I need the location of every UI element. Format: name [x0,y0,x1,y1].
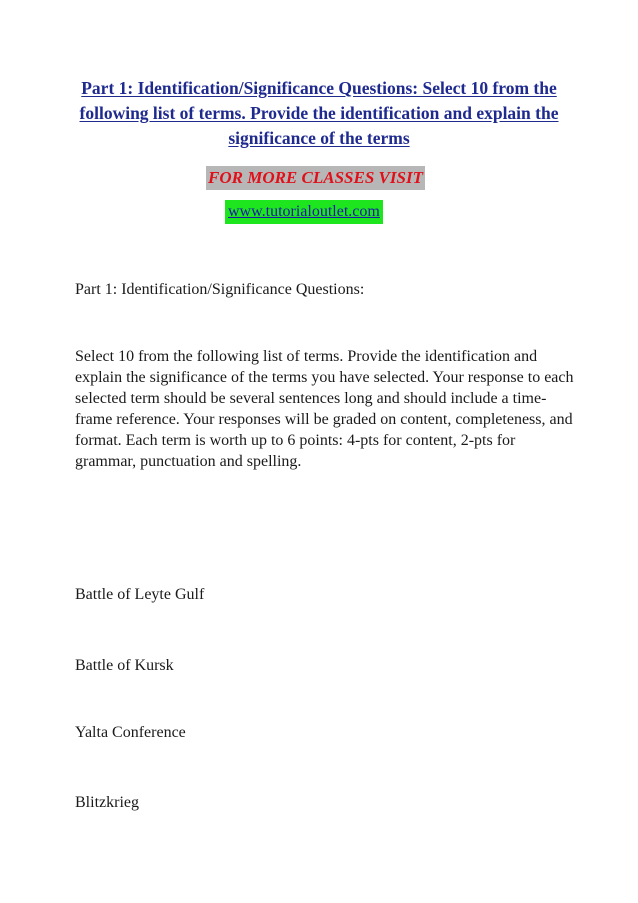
term-item: Blitzkrieg [75,794,139,811]
promo-banner [206,166,425,190]
section-title: Part 1: Identification/Significance Questions: [75,281,365,298]
promo-text-part2: CLASSES VISIT [301,168,423,187]
instructions-paragraph: Select 10 from the following list of terms. Provide the identification and explain the significance of the terms you have selected. Your response to each selected term should be several sentences long and should include a time-frame reference. Your responses will be graded on content, completeness, and format. Each term is worth up to 6 points: 4-pts for content, 2-pts for grammar, punctuation and spelling. [75,348,574,470]
term-item: Yalta Conference [75,724,186,741]
term-item: Battle of Kursk [75,657,174,674]
term-item: Battle of Leyte Gulf [75,586,205,603]
website-link[interactable]: www.tutorialoutlet.com [225,200,383,224]
document-heading: Part 1: Identification/Significance Questions: Select 10 from the following list of terms. Provide the identification and explain the significance of the terms [79,78,559,148]
promo-text-part1: FOR MORE [208,168,298,187]
